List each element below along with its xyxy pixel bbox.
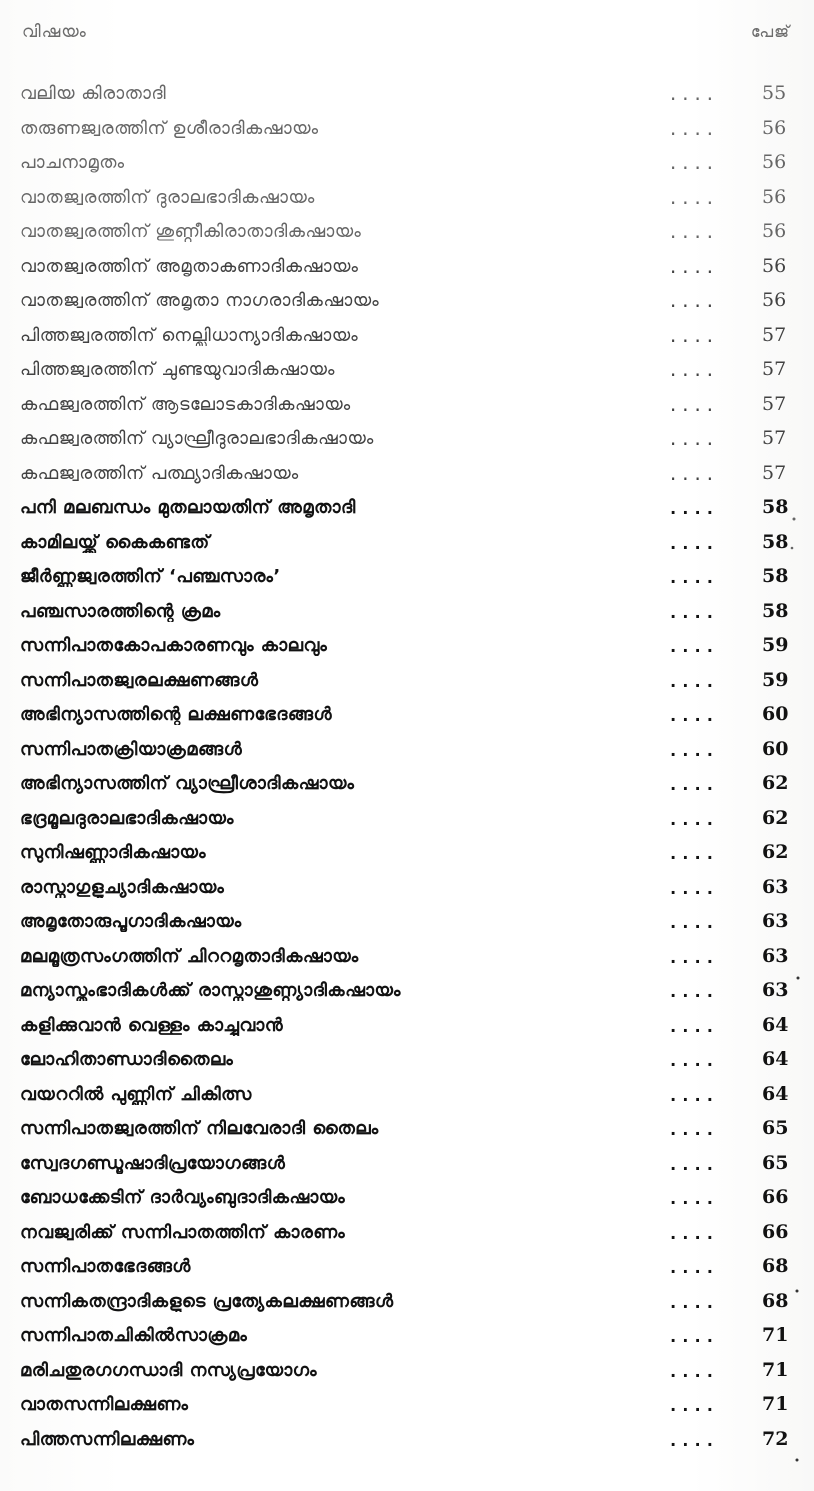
entry-page-number: 62	[762, 772, 789, 794]
entry-leader-dots: ....	[668, 430, 717, 450]
entry-page-number: 68	[762, 1289, 789, 1312]
toc-entry	[20, 561, 800, 596]
toc-entry	[20, 251, 800, 286]
toc-entry	[20, 596, 800, 631]
entry-title: സ്വേദഗണ്ഡൂഷാദിപ്രയോഗങ്ങൾ	[20, 1152, 286, 1174]
entry-page-number: 64	[762, 1048, 789, 1070]
toc-entry	[20, 1010, 800, 1045]
entry-page-number: 56	[762, 220, 787, 242]
entry-leader-dots: ....	[668, 1430, 717, 1451]
entry-title: പിത്തസന്നിലക്ഷണം	[20, 1428, 195, 1450]
entry-page-number: 56	[762, 289, 787, 311]
entry-leader-dots: ....	[668, 740, 717, 761]
entry-leader-dots: ....	[668, 1120, 717, 1140]
toc-entry	[20, 941, 800, 976]
entry-leader-dots: ....	[668, 1258, 717, 1278]
toc-entry	[20, 872, 800, 907]
entry-page-number: 58	[762, 530, 789, 553]
entry-title: മന്യാസ്തംഭാദികൾക്ക് രാസ്നാശുണ്ഠ്യാദികഷായം	[20, 980, 401, 1001]
entry-leader-dots: ....	[668, 499, 717, 519]
entry-page-number: 57	[762, 358, 787, 380]
toc-entry	[20, 630, 800, 665]
entry-leader-dots: ....	[668, 395, 717, 416]
entry-title: പാചനാമൃതം	[20, 152, 125, 173]
entry-page-number: 55	[762, 82, 787, 104]
toc-entry	[20, 354, 800, 389]
entry-title: സന്നിപാതജ്വരലക്ഷണങ്ങൾ	[20, 669, 259, 691]
toc-entry	[20, 285, 800, 320]
entry-leader-dots: ....	[668, 844, 717, 864]
entry-title: സന്നിപാതചികിൽസാക്രമം	[20, 1325, 248, 1346]
entry-title: വാതജ്വരത്തിന് അമൃതാ നാഗരാദികഷായം	[20, 290, 380, 311]
entry-leader-dots: ....	[668, 464, 717, 485]
entry-title: പഞ്ചസാരത്തിന്റെ ക്രമം	[20, 600, 221, 622]
entry-title: സന്നിപാതജ്വരത്തിന് നിലവേരാദി തൈലം	[20, 1118, 379, 1139]
entry-page-number: 66	[762, 1220, 789, 1243]
entry-leader-dots: ....	[668, 568, 717, 588]
toc-entry	[20, 906, 800, 941]
entry-title: തരുണജ്വരത്തിന് ഉശീരാദികഷായം	[20, 117, 319, 139]
entry-title: വയററിൽ പുണ്ണിന് ചികിത്സ	[20, 1083, 252, 1105]
toc-entry	[20, 1182, 800, 1217]
entry-title: രാസ്നാഗുളൂച്യാദികഷായം	[20, 876, 225, 898]
entry-title: സന്നിപാതക്രിയാക്രമങ്ങൾ	[20, 738, 243, 760]
toc-entry	[20, 147, 800, 182]
toc-entry	[20, 1424, 800, 1459]
entry-leader-dots: ....	[668, 878, 717, 899]
toc-entry	[20, 1355, 800, 1390]
toc-entry	[20, 458, 800, 493]
entry-page-number: 71	[762, 1358, 789, 1381]
toc-entry	[20, 78, 800, 113]
entry-page-number: 57	[762, 392, 787, 415]
entry-page-number: 72	[762, 1427, 789, 1450]
entry-page-number: 71	[762, 1393, 789, 1415]
entry-leader-dots: ....	[668, 1154, 717, 1175]
entry-page-number: 62	[762, 841, 789, 863]
toc-entry	[20, 113, 800, 148]
entry-leader-dots: ....	[668, 188, 717, 209]
entry-leader-dots: ....	[668, 292, 717, 312]
entry-leader-dots: ....	[668, 1051, 717, 1071]
toc-entry	[20, 1286, 800, 1321]
entry-page-number: 57	[762, 427, 787, 449]
entry-leader-dots: ....	[668, 1016, 717, 1037]
entry-title: മരിചതുരഗഗന്ധാദി നസ്യപ്രയോഗം	[20, 1359, 318, 1381]
entry-page-number: 62	[762, 806, 789, 829]
entry-leader-dots: ....	[668, 913, 717, 933]
entry-leader-dots: ....	[668, 706, 717, 726]
entry-page-number: 58	[762, 565, 789, 587]
entry-title: വലിയ കിരാതാദി	[20, 83, 167, 104]
toc-entry	[20, 216, 800, 251]
toc-entry	[20, 1113, 800, 1148]
entry-page-number: 68	[762, 1255, 789, 1277]
entry-page-number: 59	[762, 634, 789, 656]
entry-title: പിത്തജ്വരത്തിന് ചുണ്ടയുവാദികഷായം	[20, 359, 335, 380]
entry-title: കഫജ്വരത്തിന് പത്ഥ്യാദികഷായം	[20, 462, 299, 484]
page-heading: പേജ്	[750, 22, 790, 41]
entry-title: സന്നിപാതകോപകാരണവും കാലവും	[20, 635, 328, 656]
entry-leader-dots: ....	[668, 671, 717, 692]
entry-title: അഭിന്യാസത്തിന് വ്യാഘ്രീശാദികഷായം	[20, 773, 355, 794]
entry-leader-dots: ....	[668, 119, 717, 140]
entry-title: മലമൂത്രസംഗത്തിന് ചിററമൃതാദികഷായം	[20, 945, 359, 967]
entry-title: കഫജ്വരത്തിന് ആടലോടകാദികഷായം	[20, 393, 351, 415]
entry-page-number: 56	[762, 254, 787, 277]
entry-title: കളിക്കുവാൻ വെള്ളം കാച്ചുവാൻ	[20, 1014, 284, 1036]
entry-title: വാതജ്വരത്തിന് ദുരാലഭാദികഷായം	[20, 186, 315, 208]
entry-leader-dots: ....	[668, 947, 717, 968]
entry-leader-dots: ....	[668, 223, 717, 243]
toc-entry	[20, 1389, 800, 1424]
toc-entry	[20, 1217, 800, 1252]
entry-page-number: 57	[762, 323, 787, 346]
entry-leader-dots: ....	[668, 326, 717, 347]
toc-entry	[20, 423, 800, 458]
contents-header	[22, 22, 790, 54]
toc-entry	[20, 1044, 800, 1079]
toc-entry	[20, 1320, 800, 1355]
entry-leader-dots: ....	[668, 602, 717, 623]
toc-entry	[20, 665, 800, 700]
entry-page-number: 63	[762, 979, 789, 1001]
entry-title: വാതജ്വരത്തിന് ശുണ്ഠീകിരാതാദികഷായം	[20, 221, 362, 242]
entry-page-number: 65	[762, 1151, 789, 1174]
entry-leader-dots: ....	[668, 1396, 717, 1416]
entry-title: ഭദ്രമൂലദുരാലഭാദികഷായം	[20, 807, 234, 829]
entry-leader-dots: ....	[668, 982, 717, 1002]
entry-title: അമൃതോരുപൂഗാദികഷായം	[20, 911, 242, 932]
entry-title: വാതജ്വരത്തിന് അമൃതാകണാദികഷായം	[20, 255, 359, 277]
entry-page-number: 59	[762, 668, 789, 691]
toc-entry	[20, 734, 800, 769]
entry-title: അഭിന്യാസത്തിന്റെ ലക്ഷണഭേദങ്ങൾ	[20, 704, 333, 725]
entry-title: കാമിലയ്ക്ക് കൈകണ്ടത്	[20, 531, 210, 553]
entry-leader-dots: ....	[668, 257, 717, 278]
entry-leader-dots: ....	[668, 1292, 717, 1313]
toc-entry	[20, 768, 800, 803]
entry-page-number: 64	[762, 1082, 789, 1105]
toc-entry	[20, 699, 800, 734]
toc-entry	[20, 975, 800, 1010]
entry-title: വാതസന്നിലക്ഷണം	[20, 1394, 189, 1415]
toc-entry	[20, 527, 800, 562]
entry-page-number: 65	[762, 1117, 789, 1139]
entry-title: സന്നികതന്ദ്രാദികളുടെ പ്രത്യേകലക്ഷണങ്ങൾ	[20, 1290, 394, 1312]
entry-title: സുനിഷണ്ണാദികഷായം	[20, 842, 206, 863]
entry-leader-dots: ....	[668, 1327, 717, 1347]
toc-entry	[20, 837, 800, 872]
entry-page-number: 56	[762, 151, 787, 173]
entry-title: ജീർണ്ണജ്വരത്തിന് ‘പഞ്ചസാരം’	[20, 566, 281, 587]
toc-entry	[20, 320, 800, 355]
entry-leader-dots: ....	[668, 1085, 717, 1106]
entry-title: ബോധക്കേടിന് ദാർവ്യംബുദാദികഷായം	[20, 1187, 346, 1208]
entry-page-number: 66	[762, 1186, 789, 1208]
entry-page-number: 63	[762, 944, 789, 967]
toc-entry	[20, 492, 800, 527]
entry-leader-dots: ....	[668, 1189, 717, 1209]
entry-title: സന്നിപാതഭേദങ്ങൾ	[20, 1256, 191, 1277]
table-of-contents	[20, 78, 800, 1458]
entry-title: കഫജ്വരത്തിന് വ്യാഘ്രീദുരാലഭാദികഷായം	[20, 428, 374, 449]
entry-page-number: 60	[762, 737, 789, 760]
entry-title: ലോഹിതാണ്ഡാദിതൈലം	[20, 1049, 234, 1070]
entry-title: പനി മലബന്ധം മുതലായതിന് അമൃതാദി	[20, 497, 356, 518]
toc-entry	[20, 182, 800, 217]
entry-page-number: 60	[762, 703, 789, 725]
entry-page-number: 57	[762, 461, 787, 484]
entry-title: നവജ്വരിക്ക് സന്നിപാതത്തിന് കാരണം	[20, 1221, 346, 1243]
entry-page-number: 56	[762, 116, 787, 139]
entry-page-number: 63	[762, 910, 789, 932]
entry-page-number: 56	[762, 185, 787, 208]
stray-ink-mark	[796, 1459, 799, 1462]
entry-leader-dots: ....	[668, 1223, 717, 1244]
entry-leader-dots: ....	[668, 154, 717, 174]
entry-page-number: 58	[762, 496, 789, 518]
entry-leader-dots: ....	[668, 809, 717, 830]
toc-entry	[20, 1148, 800, 1183]
entry-page-number: 58	[762, 599, 789, 622]
toc-entry	[20, 803, 800, 838]
toc-entry	[20, 389, 800, 424]
entry-leader-dots: ....	[668, 361, 717, 381]
entry-page-number: 64	[762, 1013, 789, 1036]
toc-entry	[20, 1251, 800, 1286]
entry-leader-dots: ....	[668, 1361, 717, 1382]
subject-heading: വിഷയം	[22, 22, 87, 42]
entry-leader-dots: ....	[668, 637, 717, 657]
toc-entry	[20, 1079, 800, 1114]
entry-title: പിത്തജ്വരത്തിന് നെല്ലിധാന്യാദികഷായം	[20, 324, 359, 346]
entry-page-number: 71	[762, 1324, 789, 1346]
entry-page-number: 63	[762, 875, 789, 898]
entry-leader-dots: ....	[668, 775, 717, 795]
entry-leader-dots: ....	[668, 85, 717, 105]
entry-leader-dots: ....	[668, 533, 717, 554]
